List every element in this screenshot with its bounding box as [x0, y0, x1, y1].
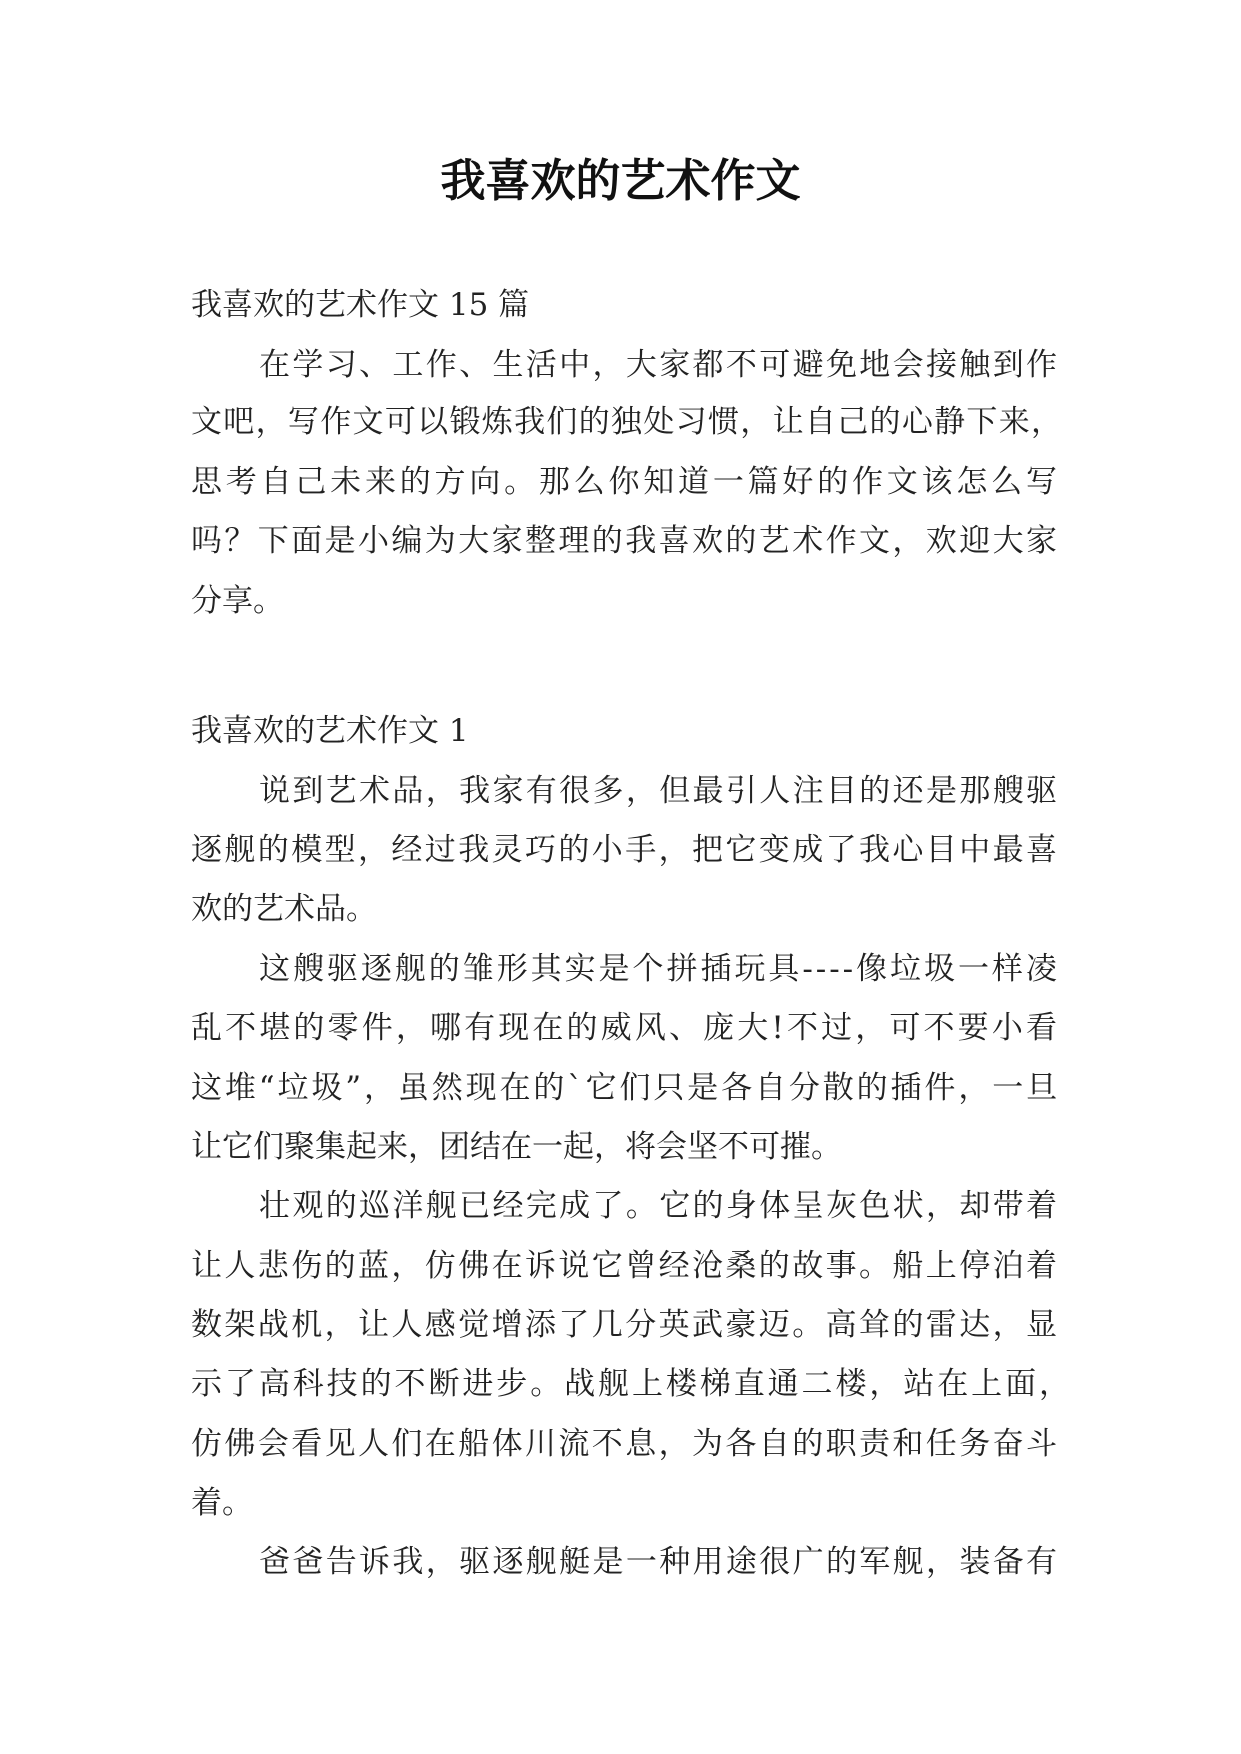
intro-line: 思考自己未来的方向。那么你知道一篇好的作文该怎么写	[191, 464, 1061, 500]
essay-line: 说到艺术品，我家有很多，但最引人注目的还是那艘驱	[259, 773, 1060, 809]
intro-heading: 我喜欢的艺术作文 15 篇	[191, 287, 530, 323]
essay-line: 数架战机，让人感觉增添了几分英武豪迈。高耸的雷达，显	[191, 1307, 1060, 1343]
intro-line: 吗？下面是小编为大家整理的我喜欢的艺术作文，欢迎大家	[191, 523, 1060, 559]
document-title: 我喜欢的艺术作文	[440, 154, 801, 207]
essay-line: 这堆“垃圾”，虽然现在的`它们只是各自分散的插件，一旦	[191, 1070, 1060, 1106]
essay-line: 示了高科技的不断进步。战舰上楼梯直通二楼，站在上面，	[191, 1366, 1073, 1402]
intro-line: 文吧，写作文可以锻炼我们的独处习惯，让自己的心静下来，	[191, 404, 1064, 440]
essay-line: 这艘驱逐舰的雏形其实是个拼插玩具----像垃圾一样凌	[259, 951, 1060, 987]
essay-line: 逐舰的模型，经过我灵巧的小手，把它变成了我心目中最喜	[191, 832, 1060, 868]
essay-heading: 我喜欢的艺术作文 1	[191, 713, 469, 749]
essay-line: 让它们聚集起来，团结在一起，将会坚不可摧。	[191, 1129, 842, 1165]
essay-line: 壮观的巡洋舰已经完成了。它的身体呈灰色状，却带着	[259, 1188, 1060, 1224]
intro-line: 在学习、工作、生活中，大家都不可避免地会接触到作	[259, 347, 1060, 383]
essay-line: 让人悲伤的蓝，仿佛在诉说它曾经沧桑的故事。船上停泊着	[191, 1248, 1060, 1284]
essay-line: 乱不堪的零件，哪有现在的威风、庞大!不过，可不要小看	[191, 1010, 1061, 1046]
essay-line: 欢的艺术品。	[191, 891, 377, 927]
intro-line: 分享。	[191, 583, 284, 619]
essay-line: 仿佛会看见人们在船体川流不息，为各自的职责和任务奋斗	[191, 1426, 1060, 1462]
essay-line: 爸爸告诉我，驱逐舰艇是一种用途很广的军舰，装备有	[259, 1544, 1060, 1580]
essay-line: 着。	[191, 1485, 253, 1521]
